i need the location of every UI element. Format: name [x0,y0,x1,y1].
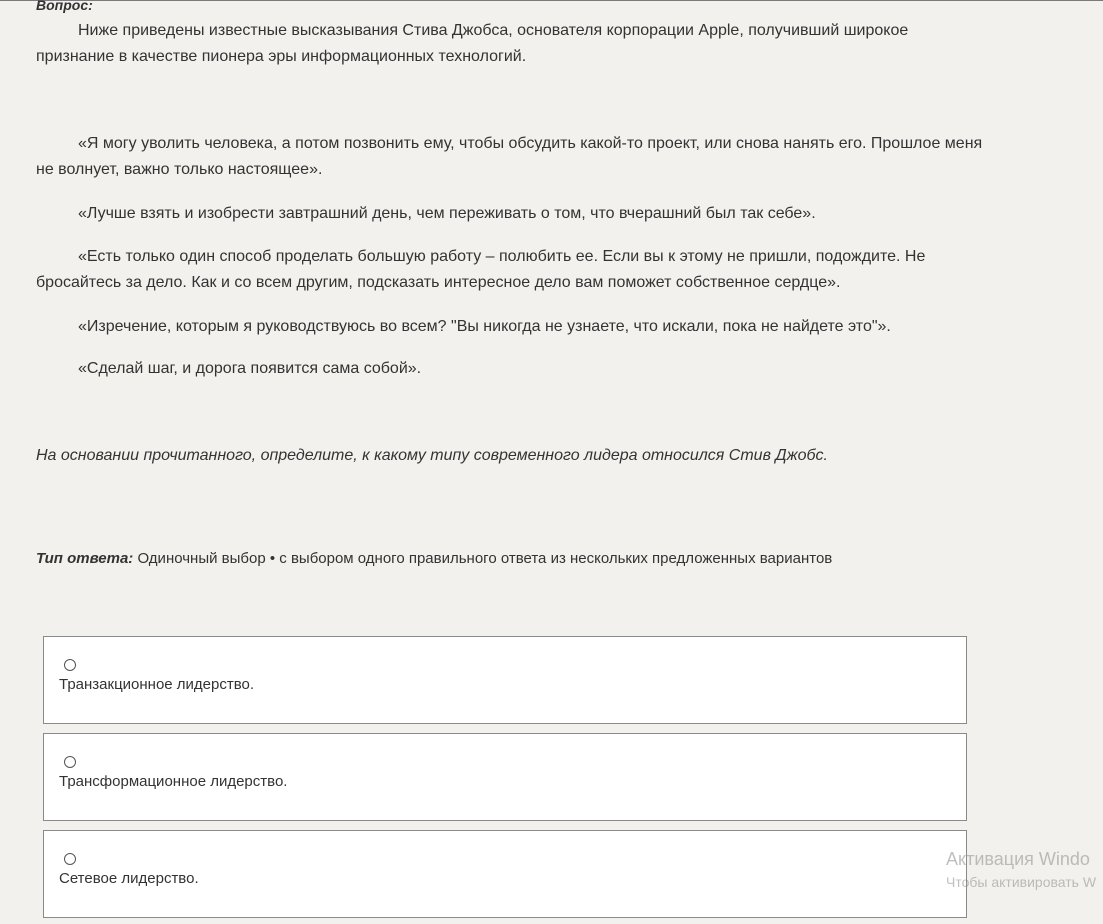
quote-4: «Изречение, которым я руководствуюсь во всем? "Вы никогда не узнаете, что искали, пока не найдете это"». [78,318,891,335]
question-task: На основании прочитанного, определите, к какому типу современного лидера относился Стив Джобс. [36,447,828,464]
answer-type-label: Тип ответа: [36,550,134,567]
question-intro: Ниже приведены известные высказывания Стива Джобса, основателя корпорации Apple, получивший широкое признание в качестве пионера эры информационных технологий. [36,22,909,65]
answer-type [36,548,832,570]
answer-type-value: Одиночный выбор • с выбором одного правильного ответа из нескольких предложенных вариантов [137,550,833,567]
radio-button[interactable] [64,756,76,768]
answer-option-label: Сетевое лидерство. [59,870,199,887]
quote-5: «Сделай шаг, и дорога появится сама собой». [78,360,422,377]
answer-option-label: Трансформационное лидерство. [59,773,288,790]
watermark-title: Активация Windo [946,849,1090,869]
question-label: Вопрос: [36,0,93,13]
radio-button[interactable] [64,853,76,865]
radio-button[interactable] [64,659,76,671]
top-divider [0,0,1103,1]
answer-option-1[interactable] [43,636,967,724]
watermark-subtitle: Чтобы активировать W [946,874,1097,890]
answer-option-label: Транзакционное лидерство. [59,676,255,693]
answer-option-3[interactable] [43,830,967,918]
quote-1: «Я могу уволить человека, а потом позвонить ему, чтобы обсудить какой-то проект, или снова нанять его. Прошлое меня не волнует, важно только настоящее». [36,135,983,178]
quote-2: «Лучше взять и изобрести завтрашний день, чем переживать о том, что вчерашний был так себе». [78,205,816,222]
windows-activation-watermark [946,846,1096,892]
answer-option-2[interactable] [43,733,967,821]
quote-3: «Есть только один способ проделать большую работу – полюбить ее. Если вы к этому не пришли, подождите. Не бросайтесь за дело. Как и со всем другим, подсказать интересное дело вам поможет собственное сердце». [36,248,926,291]
